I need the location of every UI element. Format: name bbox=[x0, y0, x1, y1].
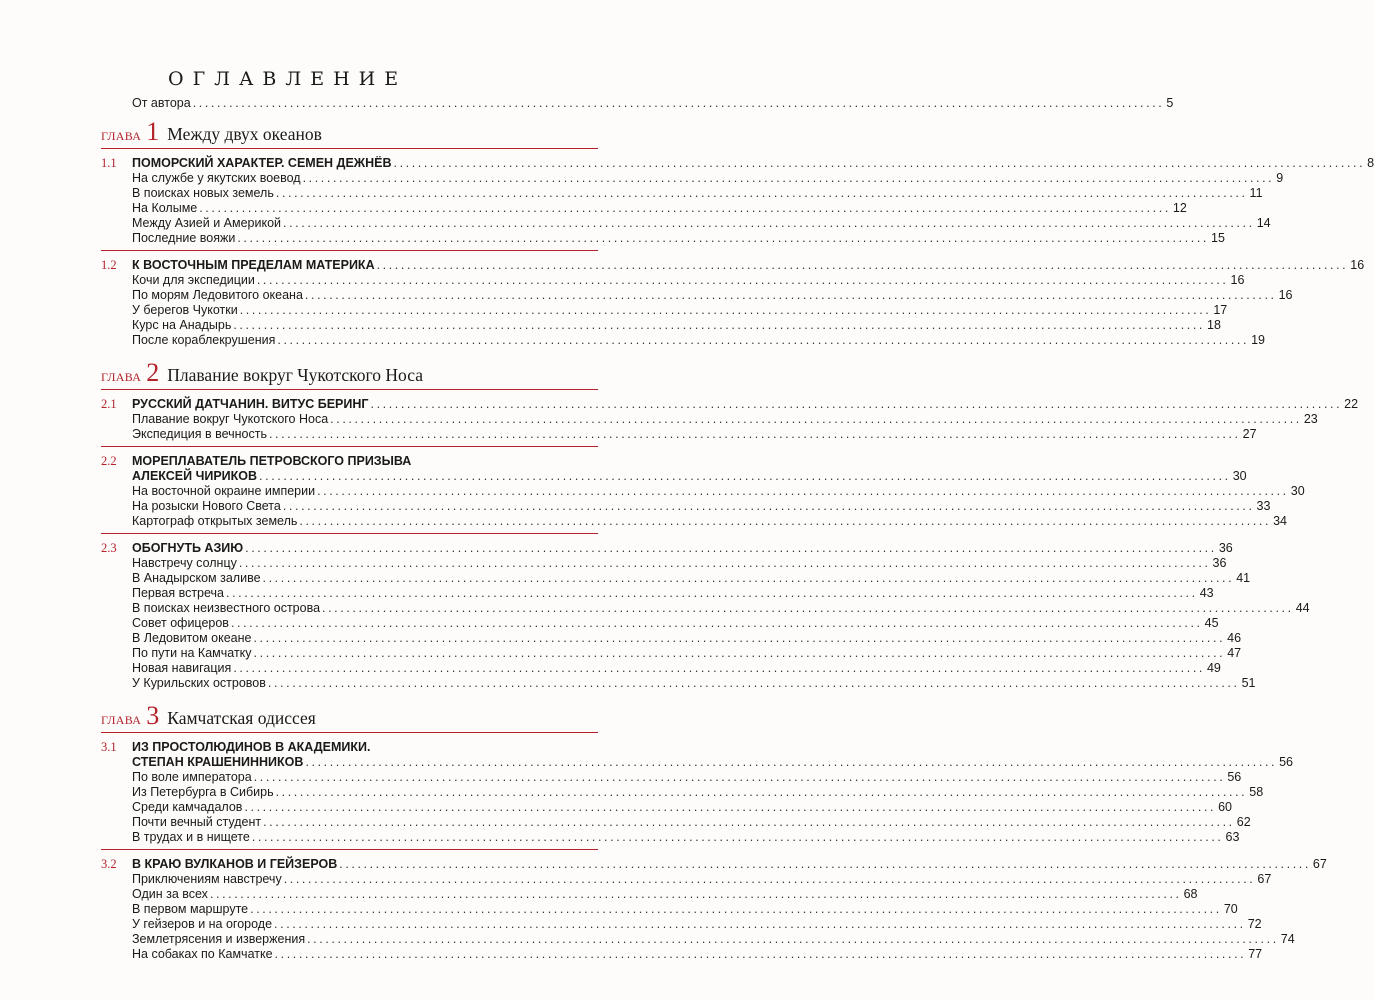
dot-leader: ................................................................................................................................................................ bbox=[339, 857, 1311, 871]
toc-entry-label: Навстречу солнцу bbox=[132, 556, 237, 570]
dot-leader: ................................................................................................................................................................ bbox=[376, 258, 1349, 272]
toc-entry[interactable] bbox=[132, 499, 1271, 514]
dot-leader: ................................................................................................................................................................ bbox=[322, 601, 1294, 615]
page-number: 68 bbox=[1183, 887, 1198, 901]
page-number: 46 bbox=[1227, 631, 1242, 645]
toc-section-entry[interactable] bbox=[132, 397, 1359, 412]
section-number: 2.1 bbox=[101, 397, 117, 411]
dot-leader: ................................................................................................................................................................ bbox=[192, 96, 1165, 110]
toc-entry[interactable] bbox=[132, 303, 1228, 318]
toc-section-entry[interactable] bbox=[132, 541, 1233, 556]
toc-section-entry[interactable] bbox=[132, 857, 1327, 872]
toc-entry[interactable] bbox=[132, 917, 1262, 932]
page-number: 70 bbox=[1223, 902, 1238, 916]
toc-entry-label: На розыски Нового Света bbox=[132, 499, 281, 513]
dot-leader: ................................................................................................................................................................ bbox=[277, 333, 1250, 347]
toc-entry-label: Первая встреча bbox=[132, 586, 225, 600]
dot-leader: ................................................................................................................................................................ bbox=[275, 186, 1248, 200]
section-divider bbox=[101, 446, 598, 447]
dot-leader: ................................................................................................................................................................ bbox=[299, 514, 1272, 528]
page-title: ОГЛАВЛЕНИЕ bbox=[168, 68, 408, 90]
chapter-heading[interactable] bbox=[101, 702, 316, 730]
dot-leader: ................................................................................................................................................................ bbox=[233, 318, 1206, 332]
page-number: 16 bbox=[1350, 258, 1365, 272]
dot-leader: ................................................................................................................................................................ bbox=[209, 887, 1182, 901]
page-number: 30 bbox=[1290, 484, 1305, 498]
section-number: 3.2 bbox=[101, 857, 117, 871]
dot-leader: ................................................................................................................................................................ bbox=[253, 646, 1226, 660]
chapter-word: ГЛАВА bbox=[101, 370, 142, 384]
dot-leader: ................................................................................................................................................................ bbox=[304, 288, 1277, 302]
toc-entry-label: У Курильских островов bbox=[132, 676, 266, 690]
page-number: 22 bbox=[1344, 397, 1359, 411]
toc-entry-intro-label: От автора bbox=[132, 96, 191, 110]
dot-leader: ................................................................................................................................................................ bbox=[267, 676, 1240, 690]
toc-entry[interactable] bbox=[132, 586, 1214, 601]
toc-entry-label: В поисках новых земель bbox=[132, 186, 274, 200]
toc-entry[interactable] bbox=[132, 484, 1305, 499]
toc-entry[interactable] bbox=[132, 412, 1318, 427]
toc-entry-label: У берегов Чукотки bbox=[132, 303, 238, 317]
page-number: 58 bbox=[1249, 785, 1264, 799]
dot-leader: ................................................................................................................................................................ bbox=[275, 785, 1248, 799]
toc-section-entry-label: СТЕПАН КРАШЕНИННИКОВ bbox=[132, 755, 304, 769]
page-number: 49 bbox=[1206, 661, 1221, 675]
toc-section-entry-label: К ВОСТОЧНЫМ ПРЕДЕЛАМ МАТЕРИКА bbox=[132, 258, 375, 272]
dot-leader: ................................................................................................................................................................ bbox=[251, 830, 1224, 844]
page-number: 30 bbox=[1232, 469, 1247, 483]
dot-leader: ................................................................................................................................................................ bbox=[282, 499, 1255, 513]
toc-entry-label: Землетрясения и извержения bbox=[132, 932, 306, 946]
dot-leader: ................................................................................................................................................................ bbox=[239, 303, 1212, 317]
toc-entry[interactable] bbox=[132, 556, 1227, 571]
toc-entry-label: Почти вечный студент bbox=[132, 815, 262, 829]
toc-entry-label: На Колыме bbox=[132, 201, 198, 215]
toc-entry[interactable] bbox=[132, 676, 1256, 691]
page-number: 34 bbox=[1273, 514, 1287, 528]
toc-entry[interactable] bbox=[132, 902, 1238, 917]
toc-entry[interactable] bbox=[132, 661, 1221, 676]
toc-entry[interactable] bbox=[132, 815, 1251, 830]
toc-entry-label: Картограф открытых земель bbox=[132, 514, 298, 528]
toc-entry[interactable] bbox=[132, 601, 1310, 616]
dot-leader: ................................................................................................................................................................ bbox=[253, 770, 1226, 784]
page-number: 63 bbox=[1225, 830, 1240, 844]
page-number: 19 bbox=[1251, 333, 1265, 347]
dot-leader: ................................................................................................................................................................ bbox=[238, 556, 1211, 570]
toc-entry-intro[interactable] bbox=[132, 96, 1174, 111]
page-number: 11 bbox=[1249, 186, 1263, 200]
toc-entry[interactable] bbox=[132, 932, 1295, 947]
page-number: 56 bbox=[1279, 755, 1294, 769]
section-heading-line: ИЗ ПРОСТОЛЮДИНОВ В АКАДЕМИКИ. bbox=[132, 740, 371, 754]
toc-entry[interactable] bbox=[132, 616, 1219, 631]
toc-entry[interactable] bbox=[132, 571, 1251, 586]
toc-entry-label: По воле императора bbox=[132, 770, 252, 784]
page-number: 14 bbox=[1256, 216, 1271, 230]
section-divider bbox=[101, 250, 598, 251]
dot-leader: ................................................................................................................................................................ bbox=[317, 484, 1289, 498]
page-number: 15 bbox=[1211, 231, 1225, 245]
toc-entry[interactable] bbox=[132, 427, 1257, 442]
chapter-word: ГЛАВА bbox=[101, 129, 142, 143]
toc-section-entry-label: ПОМОРСКИЙ ХАРАКТЕР. СЕМЕН ДЕЖНЁВ bbox=[132, 156, 392, 170]
dot-leader: ................................................................................................................................................................ bbox=[305, 755, 1278, 769]
dot-leader: ................................................................................................................................................................ bbox=[307, 932, 1279, 946]
section-number: 3.1 bbox=[101, 740, 117, 754]
chapter-number: 3 bbox=[146, 701, 160, 730]
toc-entry-label: У гейзеров и на огороде bbox=[132, 917, 273, 931]
toc-entry[interactable] bbox=[132, 785, 1264, 800]
toc-entry-label: Последние вояжи bbox=[132, 231, 236, 245]
toc-entry[interactable] bbox=[132, 631, 1242, 646]
toc-entry-label: Курс на Анадырь bbox=[132, 318, 232, 332]
toc-section-entry[interactable] bbox=[132, 258, 1365, 273]
toc-entry[interactable] bbox=[132, 872, 1272, 887]
section-divider bbox=[101, 732, 598, 733]
page-number: 12 bbox=[1172, 201, 1187, 215]
toc-entry[interactable] bbox=[132, 333, 1265, 348]
dot-leader: ................................................................................................................................................................ bbox=[245, 541, 1217, 555]
page-number: 67 bbox=[1312, 857, 1327, 871]
dot-leader: ................................................................................................................................................................ bbox=[199, 201, 1171, 215]
dot-leader: ................................................................................................................................................................ bbox=[256, 273, 1229, 287]
toc-entry[interactable] bbox=[132, 770, 1242, 785]
toc-entry-label: В трудах и в нищете bbox=[132, 830, 250, 844]
page-number: 74 bbox=[1280, 932, 1295, 946]
dot-leader: ................................................................................................................................................................ bbox=[283, 872, 1256, 886]
toc-entry-label: В Анадырском заливе bbox=[132, 571, 261, 585]
toc-entry-label: В первом маршруте bbox=[132, 902, 249, 916]
dot-leader: ................................................................................................................................................................ bbox=[393, 156, 1366, 170]
toc-entry[interactable] bbox=[132, 318, 1221, 333]
page-number: 27 bbox=[1242, 427, 1257, 441]
dot-leader: ................................................................................................................................................................ bbox=[230, 616, 1203, 630]
page-number: 33 bbox=[1256, 499, 1271, 513]
toc-entry-label: Среди камчадалов bbox=[132, 800, 243, 814]
chapter-number: 1 bbox=[146, 117, 160, 146]
toc-entry-label: Кочи для экспедиции bbox=[132, 273, 255, 287]
section-divider bbox=[101, 533, 598, 534]
chapter-heading[interactable] bbox=[101, 359, 423, 387]
toc-entry[interactable] bbox=[132, 171, 1284, 186]
page-number: 16 bbox=[1230, 273, 1245, 287]
dot-leader: ................................................................................................................................................................ bbox=[263, 815, 1235, 829]
page-number: 62 bbox=[1236, 815, 1251, 829]
page-number: 72 bbox=[1247, 917, 1262, 931]
page-number: 5 bbox=[1166, 96, 1174, 110]
page-number: 36 bbox=[1218, 541, 1233, 555]
toc-entry[interactable] bbox=[132, 514, 1287, 529]
toc-entry-label: Экспедиция в вечность bbox=[132, 427, 267, 441]
toc-entry-label: В Ледовитом океане bbox=[132, 631, 252, 645]
toc-section-entry[interactable] bbox=[132, 755, 1294, 770]
toc-entry[interactable] bbox=[132, 231, 1225, 246]
dot-leader: ................................................................................................................................................................ bbox=[370, 397, 1343, 411]
section-number: 1.2 bbox=[101, 258, 117, 272]
toc-entry-label: По пути на Камчатку bbox=[132, 646, 252, 660]
page-number: 45 bbox=[1204, 616, 1219, 630]
page-number: 23 bbox=[1303, 412, 1318, 426]
section-number: 2.2 bbox=[101, 454, 117, 468]
page-number: 60 bbox=[1218, 800, 1233, 814]
toc-entry-label: Плавание вокруг Чукотского Носа bbox=[132, 412, 329, 426]
toc-section-entry[interactable] bbox=[132, 469, 1247, 484]
page-number: 9 bbox=[1276, 171, 1284, 185]
toc-entry-label: Между Азией и Америкой bbox=[132, 216, 282, 230]
dot-leader: ................................................................................................................................................................ bbox=[226, 586, 1198, 600]
chapter-number: 2 bbox=[146, 358, 160, 387]
dot-leader: ................................................................................................................................................................ bbox=[237, 231, 1209, 245]
chapter-title: Камчатская одиссея bbox=[167, 708, 316, 728]
dot-leader: ................................................................................................................................................................ bbox=[274, 947, 1247, 961]
toc-entry[interactable] bbox=[132, 830, 1240, 845]
toc-entry-label: В поисках неизвестного острова bbox=[132, 601, 321, 615]
toc-entry[interactable] bbox=[132, 216, 1271, 231]
toc-entry[interactable] bbox=[132, 947, 1263, 962]
toc-entry-label: По морям Ледовитого океана bbox=[132, 288, 303, 302]
toc-entry-label: Новая навигация bbox=[132, 661, 232, 675]
section-heading-line: МОРЕПЛАВАТЕЛЬ ПЕТРОВСКОГО ПРИЗЫВА bbox=[132, 454, 412, 468]
toc-entry-label: Совет офицеров bbox=[132, 616, 229, 630]
toc-entry-label: На службе у якутских воевод bbox=[132, 171, 301, 185]
toc-section-entry[interactable] bbox=[132, 156, 1374, 171]
toc-section-entry-label: АЛЕКСЕЙ ЧИРИКОВ bbox=[132, 469, 258, 483]
toc-entry[interactable] bbox=[132, 646, 1242, 661]
section-divider bbox=[101, 148, 598, 149]
section-divider bbox=[101, 389, 598, 390]
dot-leader: ................................................................................................................................................................ bbox=[250, 902, 1222, 916]
dot-leader: ................................................................................................................................................................ bbox=[268, 427, 1241, 441]
section-divider bbox=[101, 849, 598, 850]
dot-leader: ................................................................................................................................................................ bbox=[244, 800, 1217, 814]
dot-leader: ................................................................................................................................................................ bbox=[283, 216, 1255, 230]
page-number: 67 bbox=[1257, 872, 1272, 886]
toc-entry-label: Один за всех bbox=[132, 887, 208, 901]
page-number: 56 bbox=[1227, 770, 1242, 784]
toc-entry-label: На восточной окраине империи bbox=[132, 484, 316, 498]
dot-leader: ................................................................................................................................................................ bbox=[253, 631, 1226, 645]
toc-entry[interactable] bbox=[132, 288, 1293, 303]
dot-leader: ................................................................................................................................................................ bbox=[233, 661, 1205, 675]
chapter-word: ГЛАВА bbox=[101, 713, 142, 727]
section-number: 2.3 bbox=[101, 541, 117, 555]
page-number: 43 bbox=[1199, 586, 1214, 600]
dot-leader: ................................................................................................................................................................ bbox=[259, 469, 1231, 483]
dot-leader: ................................................................................................................................................................ bbox=[302, 171, 1275, 185]
toc-entry[interactable] bbox=[132, 887, 1198, 902]
section-number: 1.1 bbox=[101, 156, 117, 170]
toc-entry-label: Из Петербурга в Сибирь bbox=[132, 785, 274, 799]
page-number: 47 bbox=[1227, 646, 1242, 660]
page-number: 18 bbox=[1207, 318, 1221, 332]
chapter-title: Между двух океанов bbox=[167, 124, 322, 144]
page-number: 16 bbox=[1278, 288, 1293, 302]
dot-leader: ................................................................................................................................................................ bbox=[330, 412, 1302, 426]
page-number: 77 bbox=[1248, 947, 1263, 961]
page-number: 51 bbox=[1241, 676, 1256, 690]
page-number: 36 bbox=[1212, 556, 1227, 570]
page-number: 17 bbox=[1213, 303, 1228, 317]
toc-entry[interactable] bbox=[132, 800, 1233, 815]
toc-entry-label: Приключениям навстречу bbox=[132, 872, 282, 886]
toc-entry[interactable] bbox=[132, 186, 1263, 201]
toc-entry-label: После кораблекрушения bbox=[132, 333, 276, 347]
page-number: 44 bbox=[1295, 601, 1310, 615]
toc-entry[interactable] bbox=[132, 201, 1187, 216]
page-number: 8 bbox=[1367, 156, 1374, 170]
toc-entry-label: На собаках по Камчатке bbox=[132, 947, 273, 961]
chapter-title: Плавание вокруг Чукотского Носа bbox=[167, 365, 423, 385]
toc-entry[interactable] bbox=[132, 273, 1245, 288]
toc-section-entry-label: В КРАЮ ВУЛКАНОВ И ГЕЙЗЕРОВ bbox=[132, 857, 338, 871]
toc-section-entry-label: РУССКИЙ ДАТЧАНИН. ВИТУС БЕРИНГ bbox=[132, 397, 369, 411]
page-number: 41 bbox=[1236, 571, 1251, 585]
dot-leader: ................................................................................................................................................................ bbox=[274, 917, 1246, 931]
toc-section-entry-label: ОБОГНУТЬ АЗИЮ bbox=[132, 541, 244, 555]
chapter-heading[interactable] bbox=[101, 118, 322, 146]
dot-leader: ................................................................................................................................................................ bbox=[262, 571, 1235, 585]
